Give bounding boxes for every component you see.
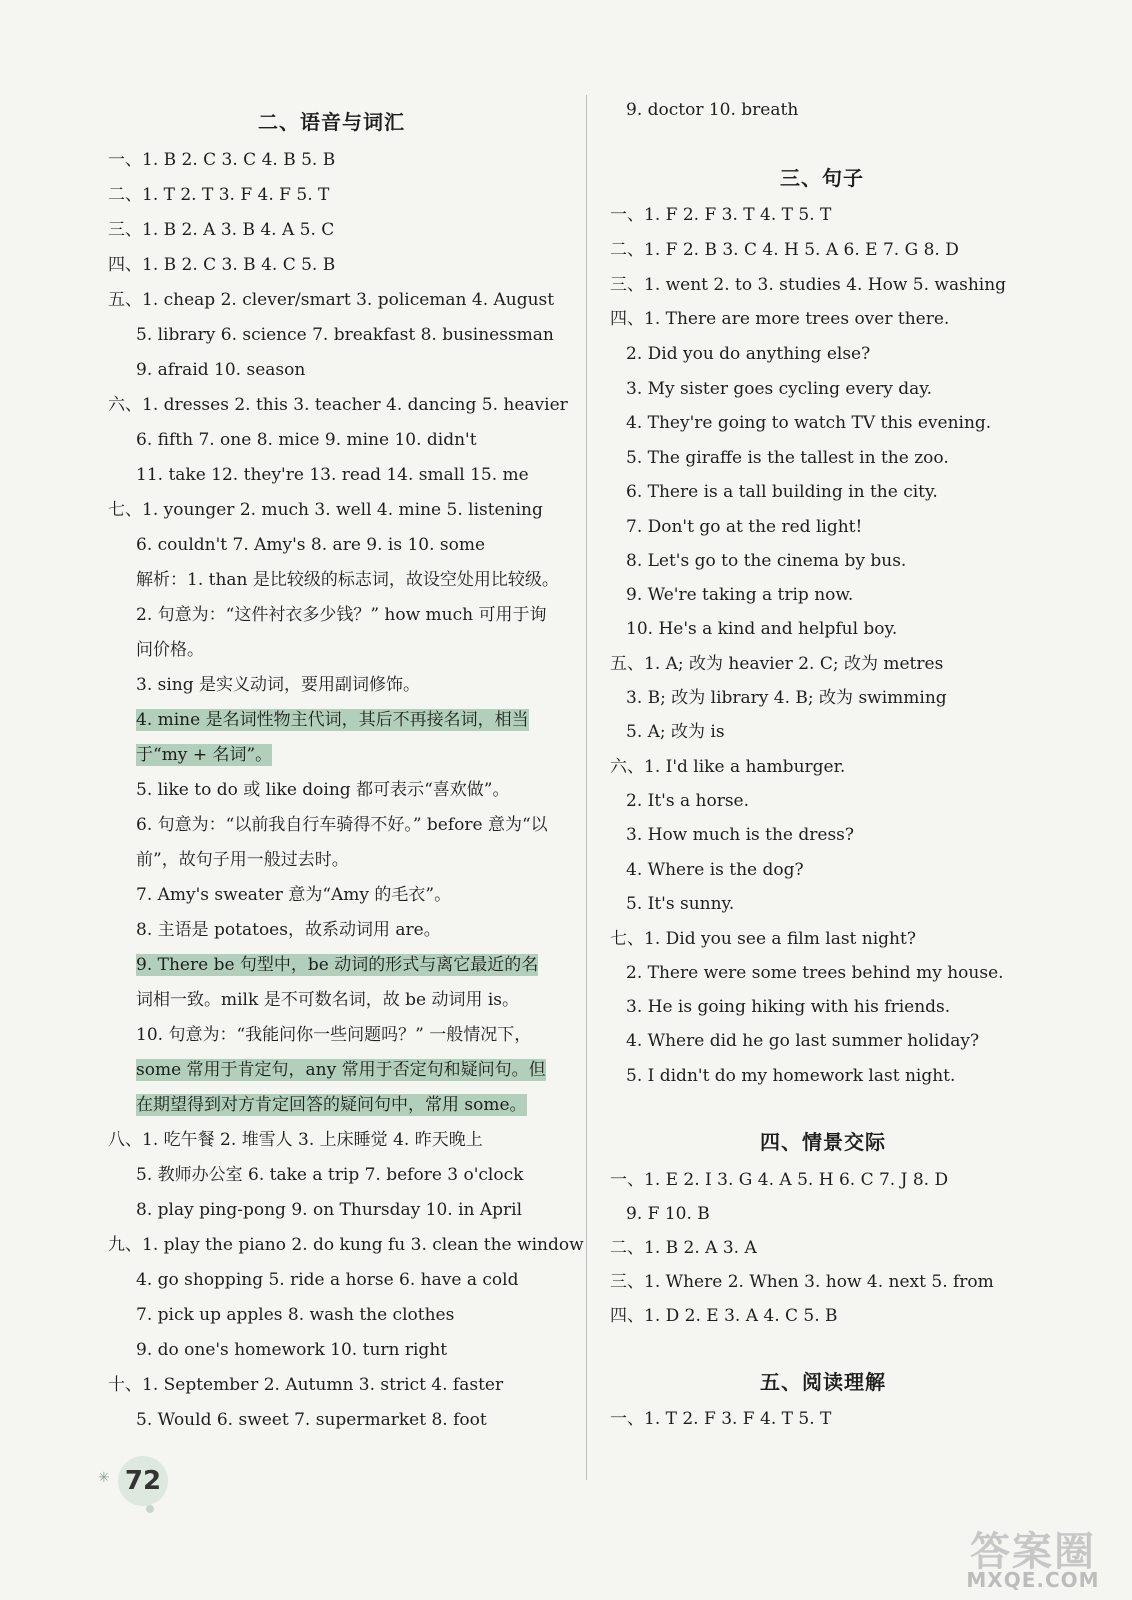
section-heading-sentences: 三、句子 xyxy=(780,166,864,190)
explanation-line: 10. 句意为：“我能问你一些问题吗？” 一般情况下， xyxy=(136,1025,532,1045)
explanation-line-highlighted: 于“my + 名词”。 xyxy=(136,745,273,765)
answer-line: 七、1. younger 2. much 3. well 4. mine 5. listening xyxy=(108,500,543,520)
answer-line: 3. B; 改为 library 4. B; 改为 swimming xyxy=(626,688,947,708)
answer-line: 四、1. There are more trees over there. xyxy=(610,309,950,329)
decorative-dot xyxy=(146,1505,154,1513)
watermark xyxy=(948,1520,1118,1592)
answer-line: 一、1. B 2. C 3. C 4. B 5. B xyxy=(108,150,336,170)
answer-line: 4. go shopping 5. ride a horse 6. have a cold xyxy=(136,1270,519,1290)
explanation-line-highlighted: 9. There be 句型中，be 动词的形式与离它最近的名 xyxy=(136,955,539,975)
explanation-line-highlighted: 4. mine 是名词性物主代词，其后不再接名词，相当 xyxy=(136,710,529,730)
answer-line: 5. 教师办公室 6. take a trip 7. before 3 o'clock xyxy=(136,1165,524,1185)
answer-line: 4. They're going to watch TV this evening. xyxy=(626,413,992,433)
explanation-line-highlighted: some 常用于肯定句，any 常用于否定句和疑问句。但 xyxy=(136,1060,546,1080)
explanation-line: 2. 句意为：“这件衬衣多少钱？” how much 可用于询 xyxy=(136,605,547,625)
column-divider xyxy=(586,95,587,1480)
section-heading-vocab: 二、语音与词汇 xyxy=(258,110,405,134)
explanation-line: 7. Amy's sweater 意为“Amy 的毛衣”。 xyxy=(136,885,452,905)
answer-line: 2. Did you do anything else? xyxy=(626,344,871,364)
answer-line: 9. doctor 10. breath xyxy=(626,100,799,120)
answer-line: 3. My sister goes cycling every day. xyxy=(626,379,933,399)
page-number: 72 xyxy=(118,1456,168,1506)
answer-line: 2. There were some trees behind my house. xyxy=(626,963,1004,983)
answer-line: 五、1. cheap 2. clever/smart 3. policeman 4. August xyxy=(108,290,555,310)
answer-line: 4. Where did he go last summer holiday? xyxy=(626,1031,980,1051)
answer-line: 6. There is a tall building in the city. xyxy=(626,482,938,502)
answer-line: 7. Don't go at the red light! xyxy=(626,517,863,537)
answer-line: 5. It's sunny. xyxy=(626,894,735,914)
answer-line: 9. afraid 10. season xyxy=(136,360,306,380)
answer-line: 11. take 12. they're 13. read 14. small 15. me xyxy=(136,465,529,485)
explanation-line-highlighted: 在期望得到对方肯定回答的疑问句中，常用 some。 xyxy=(136,1095,527,1115)
section-heading-reading: 五、阅读理解 xyxy=(760,1370,886,1394)
answer-line: 5. library 6. science 7. breakfast 8. businessman xyxy=(136,325,554,345)
answer-line: 5. I didn't do my homework last night. xyxy=(626,1066,956,1086)
answer-line: 一、1. F 2. F 3. T 4. T 5. T xyxy=(610,205,832,225)
answer-line: 6. fifth 7. one 8. mice 9. mine 10. didn't xyxy=(136,430,477,450)
answer-line: 6. couldn't 7. Amy's 8. are 9. is 10. some xyxy=(136,535,486,555)
answer-line: 一、1. T 2. F 3. F 4. T 5. T xyxy=(610,1409,832,1429)
answer-line: 5. The giraffe is the tallest in the zoo. xyxy=(626,448,949,468)
answer-line: 3. He is going hiking with his friends. xyxy=(626,997,951,1017)
answer-line: 六、1. dresses 2. this 3. teacher 4. dancing 5. heavier xyxy=(108,395,568,415)
answer-line: 10. He's a kind and helpful boy. xyxy=(626,619,898,639)
answer-line: 2. It's a horse. xyxy=(626,791,750,811)
answer-line: 二、1. F 2. B 3. C 4. H 5. A 6. E 7. G 8. D xyxy=(610,240,959,260)
answer-line: 8. play ping-pong 9. on Thursday 10. in April xyxy=(136,1200,523,1220)
watermark-text: 答案圈 xyxy=(970,1529,1096,1575)
explanation-line: 8. 主语是 potatoes，故系动词用 are。 xyxy=(136,920,441,940)
explanation-line: 问价格。 xyxy=(136,640,204,660)
answer-line: 9. do one's homework 10. turn right xyxy=(136,1340,448,1360)
answer-line: 七、1. Did you see a film last night? xyxy=(610,929,916,949)
answer-line: 六、1. I'd like a hamburger. xyxy=(610,757,846,777)
answer-line: 7. pick up apples 8. wash the clothes xyxy=(136,1305,455,1325)
answer-line: 三、1. B 2. A 3. B 4. A 5. C xyxy=(108,220,335,240)
explanation-line: 解析：1. than 是比较级的标志词，故设空处用比较级。 xyxy=(136,570,559,590)
answer-line: 四、1. B 2. C 3. B 4. C 5. B xyxy=(108,255,336,275)
answer-line: 九、1. play the piano 2. do kung fu 3. clean the window xyxy=(108,1235,584,1255)
explanation-line: 6. 句意为：“以前我自行车骑得不好。” before 意为“以 xyxy=(136,815,548,835)
answer-line: 三、1. Where 2. When 3. how 4. next 5. from xyxy=(610,1272,994,1292)
answer-line: 3. How much is the dress? xyxy=(626,825,855,845)
explanation-line: 词相一致。milk 是不可数名词，故 be 动词用 is。 xyxy=(136,990,520,1010)
answer-line: 四、1. D 2. E 3. A 4. C 5. B xyxy=(610,1306,838,1326)
answer-line: 三、1. went 2. to 3. studies 4. How 5. washing xyxy=(610,275,1007,295)
explanation-line: 5. like to do 或 like doing 都可表示“喜欢做”。 xyxy=(136,780,510,800)
answer-line: 5. A; 改为 is xyxy=(626,722,725,742)
answer-line: 9. F 10. B xyxy=(626,1204,710,1224)
explanation-line: 前”，故句子用一般过去时。 xyxy=(136,850,349,870)
answer-line: 八、1. 吃午餐 2. 堆雪人 3. 上床睡觉 4. 昨天晚上 xyxy=(108,1130,483,1150)
section-heading-communication: 四、情景交际 xyxy=(760,1130,886,1154)
answer-line: 五、1. A; 改为 heavier 2. C; 改为 metres xyxy=(610,654,944,674)
answer-line: 5. Would 6. sweet 7. supermarket 8. foot xyxy=(136,1410,487,1430)
answer-line: 一、1. E 2. I 3. G 4. A 5. H 6. C 7. J 8. D xyxy=(610,1170,949,1190)
answer-line: 二、1. T 2. T 3. F 4. F 5. T xyxy=(108,185,330,205)
watermark-site: MXQE.COM xyxy=(966,1568,1100,1592)
answer-line: 十、1. September 2. Autumn 3. strict 4. faster xyxy=(108,1375,504,1395)
answer-line: 4. Where is the dog? xyxy=(626,860,804,880)
answer-line: 9. We're taking a trip now. xyxy=(626,585,854,605)
explanation-line: 3. sing 是实义动词，要用副词修饰。 xyxy=(136,675,421,695)
star-icon: ✳ xyxy=(98,1470,110,1486)
answer-line: 8. Let's go to the cinema by bus. xyxy=(626,551,907,571)
answer-line: 二、1. B 2. A 3. A xyxy=(610,1238,757,1258)
